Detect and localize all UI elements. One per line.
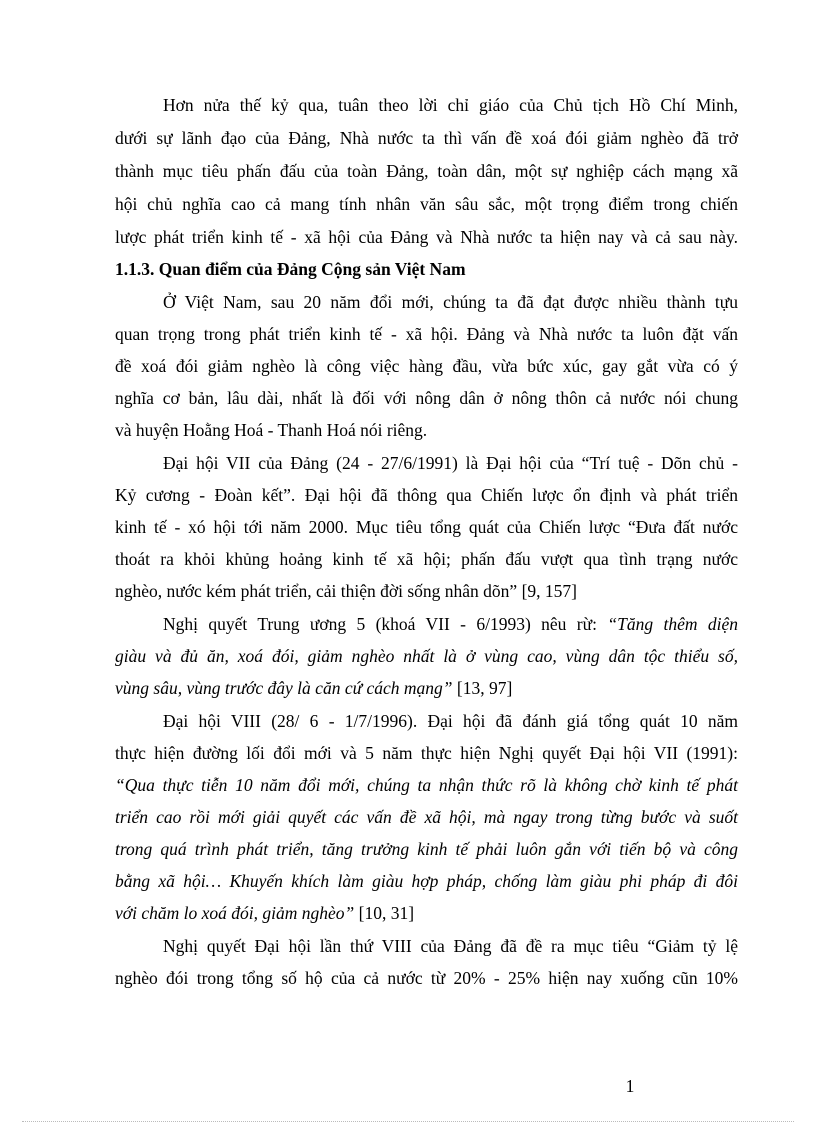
paragraph-line: Hơn nửa thế kỷ qua, tuân theo lời chỉ giáo của Chủ tịch Hồ Chí Minh, xyxy=(163,95,738,115)
paragraph-line: Đại hội VII của Đảng (24 - 27/6/1991) là Đại hội của “Trí tuệ - Dõn chủ - xyxy=(163,453,738,473)
quoted-text: “Tăng thêm diện xyxy=(607,614,738,634)
quoted-text: “Qua thực tiễn 10 năm đổi mới, chúng ta nhận thức rõ là không chờ kinh tế phát xyxy=(115,775,738,795)
section-heading: 1.1.3. Quan điểm của Đảng Cộng sản Việt Nam xyxy=(115,259,466,279)
paragraph-line xyxy=(115,773,738,797)
paragraph-line: và huyện Hoằng Hoá - Thanh Hoá nói riêng. xyxy=(115,420,428,440)
paragraph-line: đề xoá đói giảm nghèo là công việc hàng đầu, vừa bức xúc, gay gắt vừa có ý xyxy=(115,356,738,376)
page-bottom-divider xyxy=(22,1121,794,1122)
quoted-text: triển cao rồi mới giải quyết các vấn đề xã hội, mà ngay trong từng bước và suốt xyxy=(115,807,738,827)
paragraph-line: thành mục tiêu phấn đấu của toàn Đảng, toàn dân, một sự nghiệp cách mạng xã xyxy=(115,161,738,181)
paragraph-line: Nghị quyết Đại hội lần thứ VIII của Đảng đã đề ra mục tiêu “Giảm tỷ lệ xyxy=(163,936,738,956)
paragraph-line: kinh tế - xó hội tới năm 2000. Mục tiêu tổng quát của Chiến lược “Đưa đất nước xyxy=(115,517,738,537)
page-number: 1 xyxy=(625,1076,635,1096)
paragraph-line: nghĩa cơ bản, lâu dài, nhất là đối với nông dân ở nông thôn cả nước nói chung xyxy=(115,388,738,408)
quoted-text: vùng sâu, vùng trước đây là căn cứ cách mạng” xyxy=(115,678,453,698)
paragraph-line: hội chủ nghĩa cao cả mang tính nhân văn sâu sắc, một trọng điểm trong chiến xyxy=(115,194,738,214)
paragraph-line xyxy=(115,901,738,925)
paragraph-line xyxy=(163,612,738,636)
citation: [10, 31] xyxy=(354,903,415,923)
paragraph-line: Kỷ cương - Đoàn kết”. Đại hội đã thông qua Chiến lược ổn định và phát triển xyxy=(115,485,738,505)
paragraph-line xyxy=(115,837,738,861)
paragraph-line: Đại hội VIII (28/ 6 - 1/7/1996). Đại hội đã đánh giá tổng quát 10 năm xyxy=(163,711,738,731)
paragraph-line: lược phát triển kinh tế - xã hội của Đảng và Nhà nước ta hiện nay và cả sau này. xyxy=(115,227,738,247)
paragraph-line xyxy=(115,676,738,700)
paragraph-line: thực hiện đường lối đổi mới và 5 năm thực hiện Nghị quyết Đại hội VII (1991): xyxy=(115,743,738,763)
quoted-text: bằng xã hội… Khuyến khích làm giàu hợp pháp, chống làm giàu phi pháp đi đôi xyxy=(115,871,738,891)
paragraph-line: Ở Việt Nam, sau 20 năm đổi mới, chúng ta đã đạt được nhiều thành tựu xyxy=(163,292,738,312)
paragraph-line: nghèo, nước kém phát triển, cải thiện đời sống nhân dõn” [9, 157] xyxy=(115,581,577,601)
quoted-text: với chăm lo xoá đói, giảm nghèo” xyxy=(115,903,355,923)
plain-text: Nghị quyết Trung ương 5 (khoá VII - 6/1993) nêu rừ: xyxy=(163,614,608,634)
paragraph-line: nghèo đói trong tổng số hộ của cả nước từ 20% - 25% hiện nay xuống cũn 10% xyxy=(115,968,738,988)
paragraph-line: thoát ra khỏi khủng hoảng kinh tế xã hội; phấn đấu vượt qua tình trạng nước xyxy=(115,549,738,569)
quoted-text: trong quá trình phát triển, tăng trưởng kinh tế phải luôn gắn với tiến bộ và công xyxy=(115,839,738,859)
paragraph-line xyxy=(115,869,738,893)
quoted-text: giàu và đủ ăn, xoá đói, giảm nghèo nhất là ở vùng cao, vùng dân tộc thiểu số, xyxy=(115,646,738,666)
paragraph-line: quan trọng trong phát triển kinh tế - xã hội. Đảng và Nhà nước ta luôn đặt vấn xyxy=(115,324,738,344)
paragraph-line xyxy=(115,644,738,668)
citation: [13, 97] xyxy=(452,678,513,698)
paragraph-line: dưới sự lãnh đạo của Đảng, Nhà nước ta thì vấn đề xoá đói giảm nghèo đã trở xyxy=(115,128,738,148)
paragraph-line xyxy=(115,805,738,829)
